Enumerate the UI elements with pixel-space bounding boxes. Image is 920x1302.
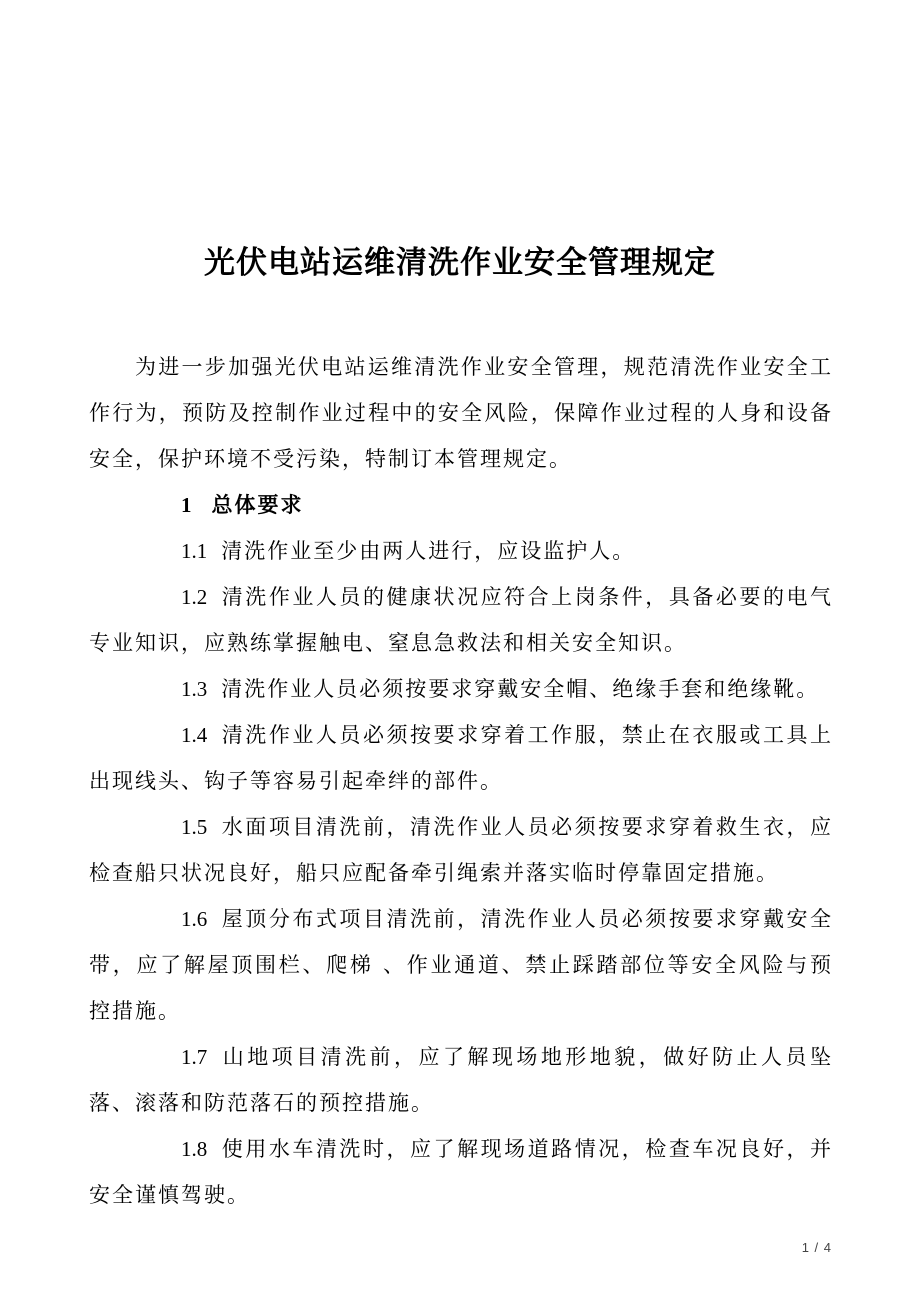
clause-text: 使用水车清洗时，应了解现场道路情况，检查车况良好，并安全谨慎驾驶。 bbox=[89, 1137, 833, 1207]
clause-number: 1.5 bbox=[181, 815, 208, 839]
clause-number: 1.6 bbox=[181, 907, 208, 931]
clause-1-3 bbox=[89, 666, 833, 712]
clause-number: 1.1 bbox=[181, 539, 208, 563]
clause-number: 1.3 bbox=[181, 677, 208, 701]
clause-1-8 bbox=[89, 1126, 833, 1218]
clause-1-4 bbox=[89, 712, 833, 804]
clause-text: 清洗作业至少由两人进行，应设监护人。 bbox=[221, 539, 636, 563]
clause-number: 1.7 bbox=[181, 1045, 208, 1069]
clause-text: 清洗作业人员必须按要求穿戴安全帽、绝缘手套和绝缘靴。 bbox=[221, 677, 820, 701]
page-indicator: 1 / 4 bbox=[801, 1240, 832, 1255]
clause-number: 1.8 bbox=[181, 1137, 208, 1161]
clause-number: 1.2 bbox=[181, 585, 208, 609]
section-number: 1 bbox=[181, 493, 192, 517]
clause-text: 清洗作业人员的健康状况应符合上岗条件，具备必要的电气专业知识，应熟练掌握触电、窒息急救法和相关安全知识。 bbox=[89, 585, 833, 655]
intro-paragraph: 为进一步加强光伏电站运维清洗作业安全管理，规范清洗作业安全工作行为，预防及控制作业过程中的安全风险，保障作业过程的人身和设备安全，保护环境不受污染，特制订本管理规定。 bbox=[89, 355, 833, 471]
document-title: 光伏电站运维清洗作业安全管理规定 bbox=[204, 245, 716, 281]
clause-text: 屋顶分布式项目清洗前，清洗作业人员必须按要求穿戴安全带，应了解屋顶围栏、爬梯 、作业通道、禁止踩踏部位等安全风险与预控措施。 bbox=[89, 907, 833, 1023]
clause-1-1 bbox=[89, 528, 833, 574]
clause-1-6 bbox=[89, 896, 833, 1034]
clause-1-2 bbox=[89, 574, 833, 666]
clause-1-5 bbox=[89, 804, 833, 896]
clause-text: 清洗作业人员必须按要求穿着工作服，禁止在衣服或工具上出现线头、钩子等容易引起牵绊的部件。 bbox=[89, 723, 833, 793]
clause-1-7 bbox=[89, 1034, 833, 1126]
clause-number: 1.4 bbox=[181, 723, 208, 747]
section-heading bbox=[89, 482, 833, 528]
clause-text: 水面项目清洗前，清洗作业人员必须按要求穿着救生衣，应检查船只状况良好，船只应配备牵引绳索并落实临时停靠固定措施。 bbox=[89, 815, 833, 885]
section-title: 总体要求 bbox=[211, 493, 304, 517]
document-body bbox=[89, 344, 833, 1218]
clause-text: 山地项目清洗前，应了解现场地形地貌，做好防止人员坠落、滚落和防范落石的预控措施。 bbox=[89, 1045, 833, 1115]
